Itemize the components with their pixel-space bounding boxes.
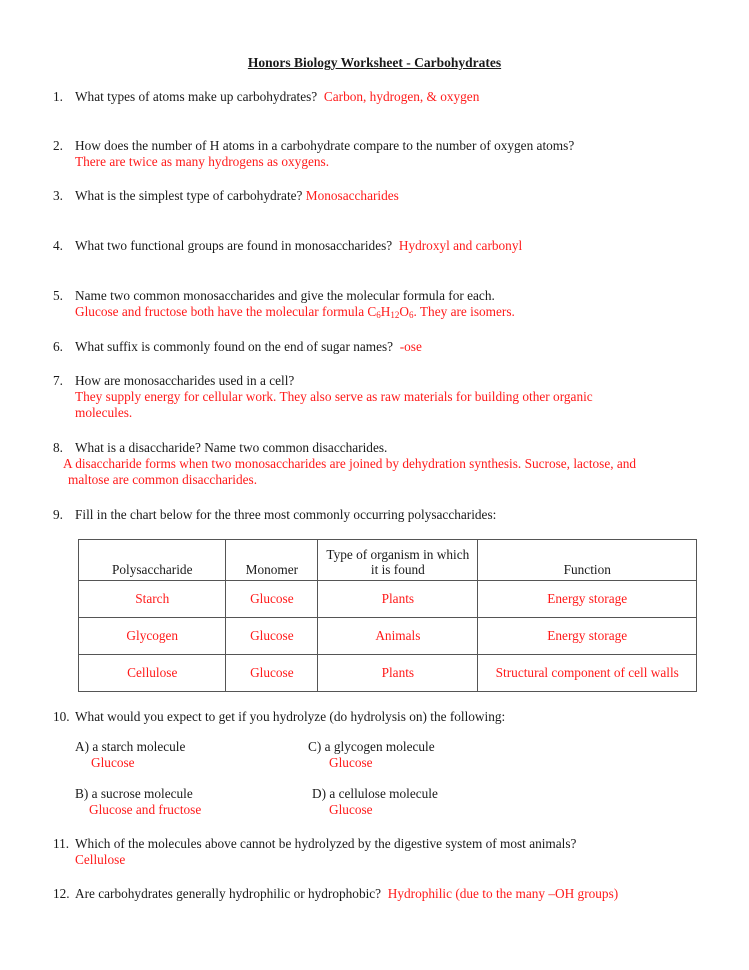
question-text: How are monosaccharides used in a cell? <box>75 373 295 388</box>
answer: Carbon, hydrogen, & oxygen <box>323 89 480 104</box>
question-text: What two functional groups are found in monosaccharides? <box>75 238 393 253</box>
answer: Hydroxyl and carbonyl <box>398 238 523 253</box>
question-text: Are carbohydrates generally hydrophilic or hydrophobic? <box>75 886 382 901</box>
hydrolysis-item-b <box>75 786 201 818</box>
question-text: What is the simplest type of carbohydrate? <box>75 188 303 203</box>
question-9: 9. Fill in the chart below for the three most commonly occurring polysaccharides: <box>53 507 497 522</box>
answer: There are twice as many hydrogens as oxygens. <box>75 154 330 169</box>
table-header-row <box>79 540 697 581</box>
question-1: 1. What types of atoms make up carbohydrates? Carbon, hydrogen, & oxygen <box>53 89 480 104</box>
item-label: C) a glycogen molecule <box>308 739 435 754</box>
question-text: What suffix is commonly found on the end of sugar names? <box>75 339 394 354</box>
hydrolysis-item-d <box>312 786 438 818</box>
answer: Glucose <box>329 755 373 770</box>
question-6: 6. What suffix is commonly found on the end of sugar names? -ose <box>53 339 422 354</box>
worksheet-title: Honors Biology Worksheet - Carbohydrates <box>247 55 502 70</box>
question-7: 7. How are monosaccharides used in a cell? They supply energy for cellular work. They also serve as raw materials for building other organic molecules. <box>53 373 719 421</box>
question-10: 10. What would you expect to get if you hydrolyze (do hydrolysis on) the following: <box>53 709 506 724</box>
question-8: 8. What is a disaccharide? Name two common disaccharides. A disaccharide forms when two monosaccharides are joined by dehydration synthesis. Sucrose, lactose, and maltose are common disaccharides. <box>53 440 719 488</box>
question-text: Fill in the chart below for the three most commonly occurring polysaccharides: <box>75 507 497 522</box>
question-text: What would you expect to get if you hydrolyze (do hydrolysis on) the following: <box>75 709 506 724</box>
question-3: 3. What is the simplest type of carbohydrate? Monosaccharides <box>53 188 399 203</box>
polysaccharide-table <box>78 539 697 692</box>
answer: Glucose <box>91 755 135 770</box>
question-12: 12. Are carbohydrates generally hydrophilic or hydrophobic? Hydrophilic (due to the many –OH groups) <box>53 886 619 901</box>
answer: Monosaccharides <box>305 188 399 203</box>
answer: Glucose and fructose <box>89 802 202 817</box>
table-row: Cellulose Glucose Plants Structural component of cell walls <box>79 655 697 692</box>
question-text: What is a disaccharide? Name two common disaccharides. <box>75 440 388 455</box>
answer-continued: maltose are common disaccharides. <box>68 472 258 487</box>
question-4: 4. What two functional groups are found in monosaccharides? Hydroxyl and carbonyl <box>53 238 523 253</box>
hydrolysis-item-c <box>308 739 435 771</box>
answer: Hydrophilic (due to the many –OH groups) <box>387 886 619 901</box>
header-polysaccharide: Polysaccharide <box>79 540 226 581</box>
answer: Glucose <box>329 802 373 817</box>
question-2: 2. How does the number of H atoms in a carbohydrate compare to the number of oxygen atoms? There are twice as many hydrogens as oxygens. <box>53 138 719 170</box>
question-text: Which of the molecules above cannot be hydrolyzed by the digestive system of most animals? <box>75 836 577 851</box>
table-row: Starch Glucose Plants Energy storage <box>79 581 697 618</box>
table-row: Glycogen Glucose Animals Energy storage <box>79 618 697 655</box>
answer: A disaccharide forms when two monosaccharides are joined by dehydration synthesis. Sucrose, lactose, and <box>63 456 637 471</box>
answer: Cellulose <box>75 852 126 867</box>
question-11: 11. Which of the molecules above cannot be hydrolyzed by the digestive system of most animals? Cellulose <box>53 836 719 868</box>
answer-continued: molecules. <box>75 405 133 420</box>
question-5: 5. Name two common monosaccharides and give the molecular formula for each. Glucose and fructose both have the molecular formula $C_6H_{12}O_6$. They are isomers. <box>53 288 719 320</box>
header-monomer: Monomer <box>226 540 318 581</box>
question-text: What types of atoms make up carbohydrates? <box>75 89 318 104</box>
answer: Glucose and fructose both have the molecular formula $C_6H_{12}O_6$. They are isomers. <box>75 304 515 320</box>
item-label: B) a sucrose molecule <box>75 786 193 801</box>
header-function: Function <box>478 540 697 581</box>
question-text: Name two common monosaccharides and give the molecular formula for each. <box>75 288 495 303</box>
answer: They supply energy for cellular work. They also serve as raw materials for building other organic <box>75 389 593 404</box>
question-text: How does the number of H atoms in a carbohydrate compare to the number of oxygen atoms? <box>75 138 575 153</box>
header-organism-type: Type of organism in which it is found <box>318 540 478 581</box>
hydrolysis-item-a <box>75 739 185 771</box>
answer: -ose <box>399 339 422 354</box>
item-label: A) a starch molecule <box>75 739 186 754</box>
item-label: D) a cellulose molecule <box>312 786 438 801</box>
